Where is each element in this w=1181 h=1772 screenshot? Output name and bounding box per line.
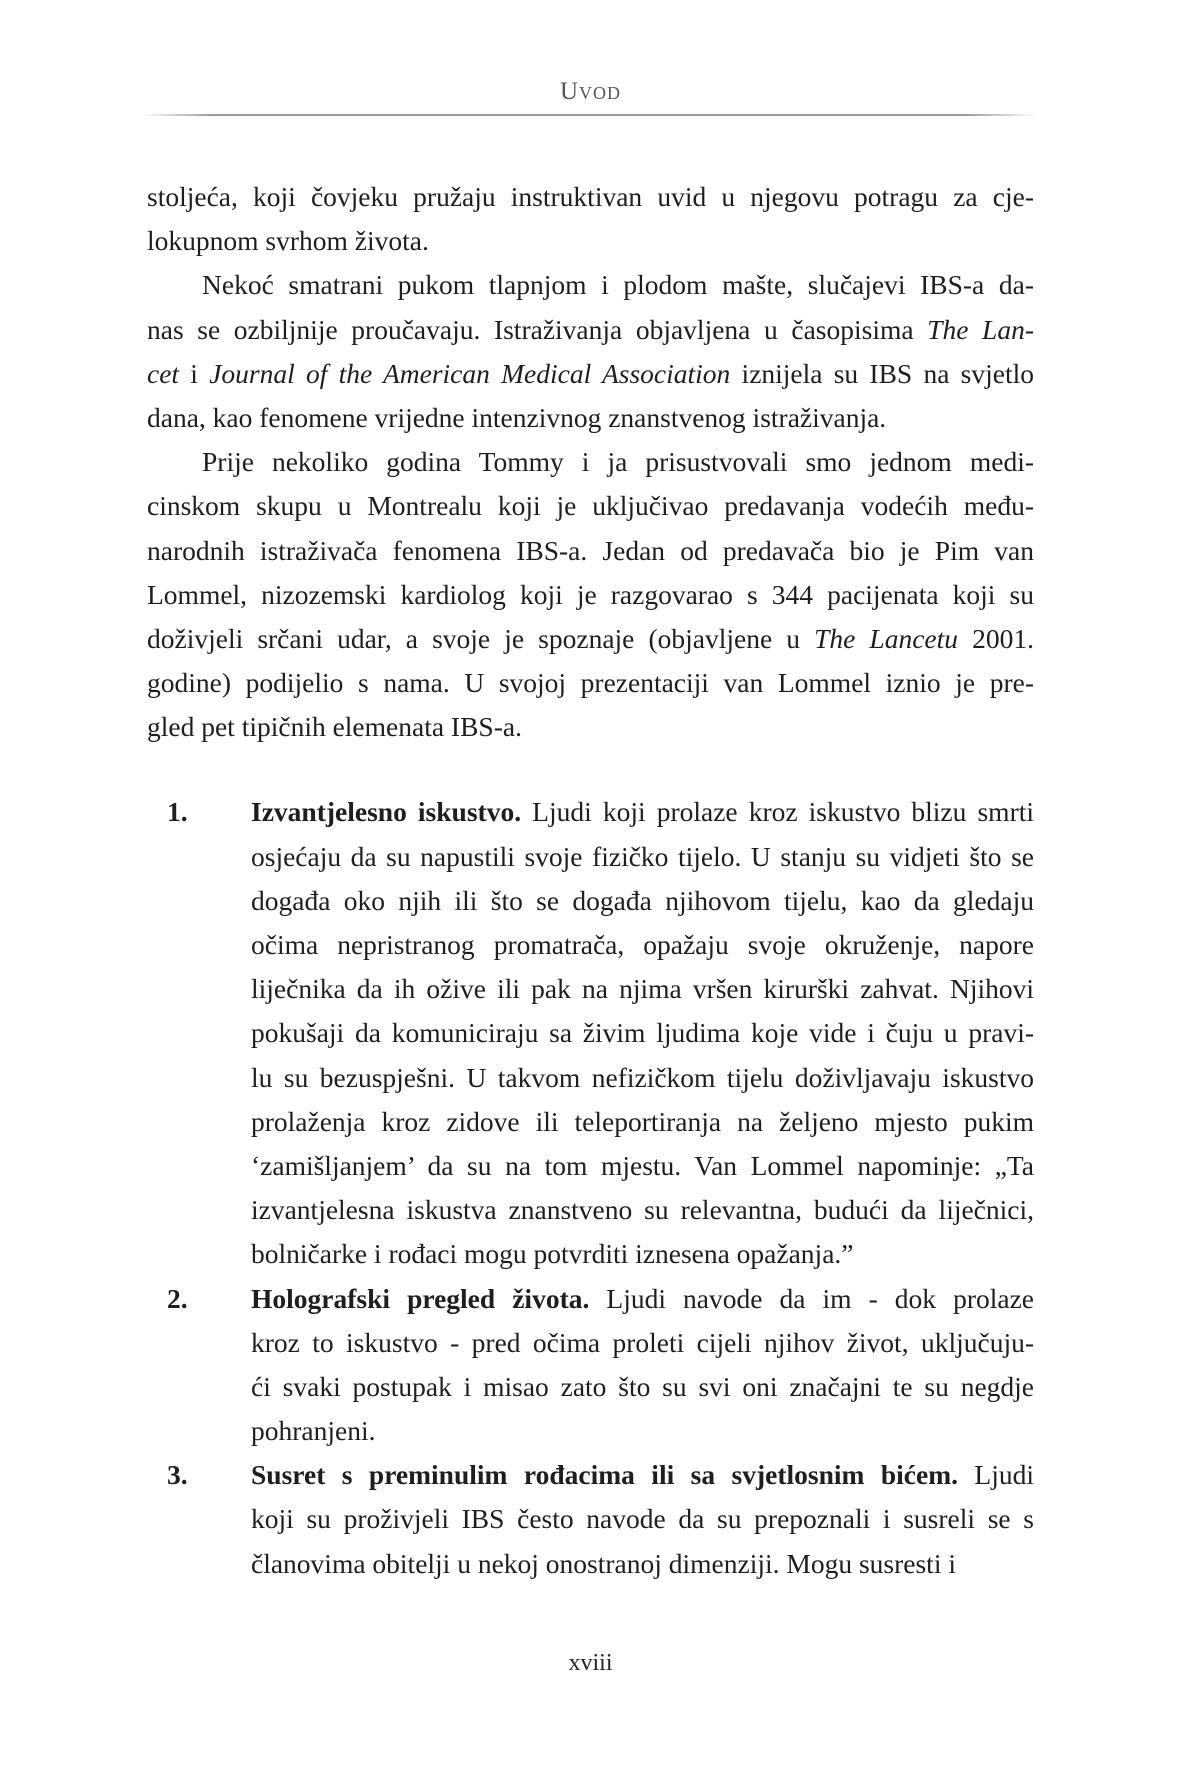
text-line: osjećaju da su napustili svoje fizičko tijelo. U stanju su vidjeti što se <box>251 840 1034 872</box>
list-item-heading: Izvantjelesno iskustvo. <box>251 796 522 828</box>
list-item-heading: Holografski pregled života. <box>251 1282 590 1314</box>
text-line: očima nepristranog promatrača, opažaju svoje okruženje, napore <box>251 929 1034 960</box>
list-item-heading: Susret s preminulim rođacima ili sa svjetlosnim bićem. <box>251 1459 958 1491</box>
numbered-list <box>147 790 1034 1585</box>
text-line: Holografski pregled života. Ljudi navode da im - dok prolaze <box>251 1282 1034 1314</box>
text-line: lu su bezuspješni. U takvom nefizičkom tijelu doživljavaju iskustvo <box>251 1061 1034 1093</box>
text-line: nas se ozbiljnije proučavaju. Istraživanja objavljena u časopisima The Lan- <box>147 313 1034 345</box>
text-line: Lommel, nizozemski kardiolog koji je razgovarao s 344 pacijenata koji su <box>147 578 1034 610</box>
body-paragraphs <box>147 175 1034 749</box>
text-line: godine) podijelio s nama. U svojoj prezentaciji van Lommel iznio je pre- <box>147 667 1034 699</box>
list-number: 2. <box>167 1282 188 1314</box>
text-line: ći svaki postupak i misao zato što su svi oni značajni te su negdje <box>251 1370 1034 1402</box>
text-line: doživjeli srčani udar, a svoje je spoznaje (objavljene u The Lancetu 2001. <box>147 622 1034 654</box>
text-line: cinskom skupu u Montrealu koji je uključivao predavanja vodećih među- <box>147 490 1034 522</box>
italic-title: cet <box>147 357 180 389</box>
text-line: liječnika da ih ožive ili pak na njima vršen kirurški zahvat. Njihovi <box>251 973 1034 1005</box>
text-line: pokušaji da komuniciraju sa živim ljudima koje vide i čuju u pravi- <box>251 1017 1034 1049</box>
text-line: narodnih istraživača fenomena IBS-a. Jedan od predavača bio je Pim van <box>147 534 1034 566</box>
list-item <box>147 790 1034 1276</box>
text-line: cet i Journal of the American Medical Association iznijela su IBS na svjetlo <box>147 357 1034 389</box>
list-item <box>147 1277 1034 1454</box>
text-line: Izvantjelesno iskustvo. Ljudi koji prolaze kroz iskustvo blizu smrti <box>251 796 1035 828</box>
text-line: pohranjeni. <box>251 1415 376 1447</box>
header-rule <box>142 114 1037 116</box>
italic-title: The Lan- <box>927 313 1034 345</box>
list-number: 3. <box>167 1459 188 1491</box>
text-line: bolničarke i rođaci mogu potvrditi iznesena opažanja.” <box>251 1238 854 1270</box>
text-line: lokupnom svrhom života. <box>147 225 429 257</box>
text-line: gled pet tipičnih elemenata IBS-a. <box>147 711 522 743</box>
running-header: Uvod <box>559 78 622 105</box>
text-line: Prije nekoliko godina Tommy i ja prisustvovali smo jednom medi- <box>202 446 1034 478</box>
text-line: koji su proživjeli IBS često navode da su prepoznali i susreli se s <box>251 1503 1034 1535</box>
list-item <box>147 1453 1034 1586</box>
text-line: stoljeća, koji čovjeku pružaju instruktivan uvid u njegovu potragu za cje- <box>147 181 1034 212</box>
italic-title: The Lancetu <box>814 622 959 654</box>
text-line: dana, kao fenomene vrijedne intenzivnog znanstvenog istraživanja. <box>147 401 887 433</box>
paragraph <box>147 175 1034 263</box>
text-line: Susret s preminulim rođacima ili sa svjetlosnim bićem. Ljudi <box>251 1459 1034 1491</box>
page-number: xviii <box>568 1650 613 1676</box>
text-line: kroz to iskustvo - pred očima proleti cijeli njihov život, uključuju- <box>251 1326 1034 1358</box>
italic-title: Journal of the American Medical Association <box>209 357 731 389</box>
paragraph <box>147 263 1034 440</box>
text-line: događa oko njih ili što se događa njihovom tijelu, kao da gledaju <box>251 884 1034 916</box>
text-line: ‘zamišljanjem’ da su na tom mjestu. Van Lommel napominje: „Ta <box>251 1149 1034 1181</box>
list-number: 1. <box>167 796 188 828</box>
list-spacer <box>147 749 1034 790</box>
text-line: članovima obitelji u nekoj onostranoj dimenziji. Mogu susresti i <box>251 1547 956 1579</box>
paragraph <box>147 440 1034 749</box>
text-line: izvantjelesna iskustva znanstveno su relevantna, budući da liječnici, <box>251 1194 1034 1226</box>
text-line: prolaženja kroz zidove ili teleportiranja na željeno mjesto pukim <box>251 1105 1034 1137</box>
text-line: Nekoć smatrani pukom tlapnjom i plodom mašte, slučajevi IBS-a da- <box>202 269 1034 301</box>
page-body <box>147 175 1034 1586</box>
